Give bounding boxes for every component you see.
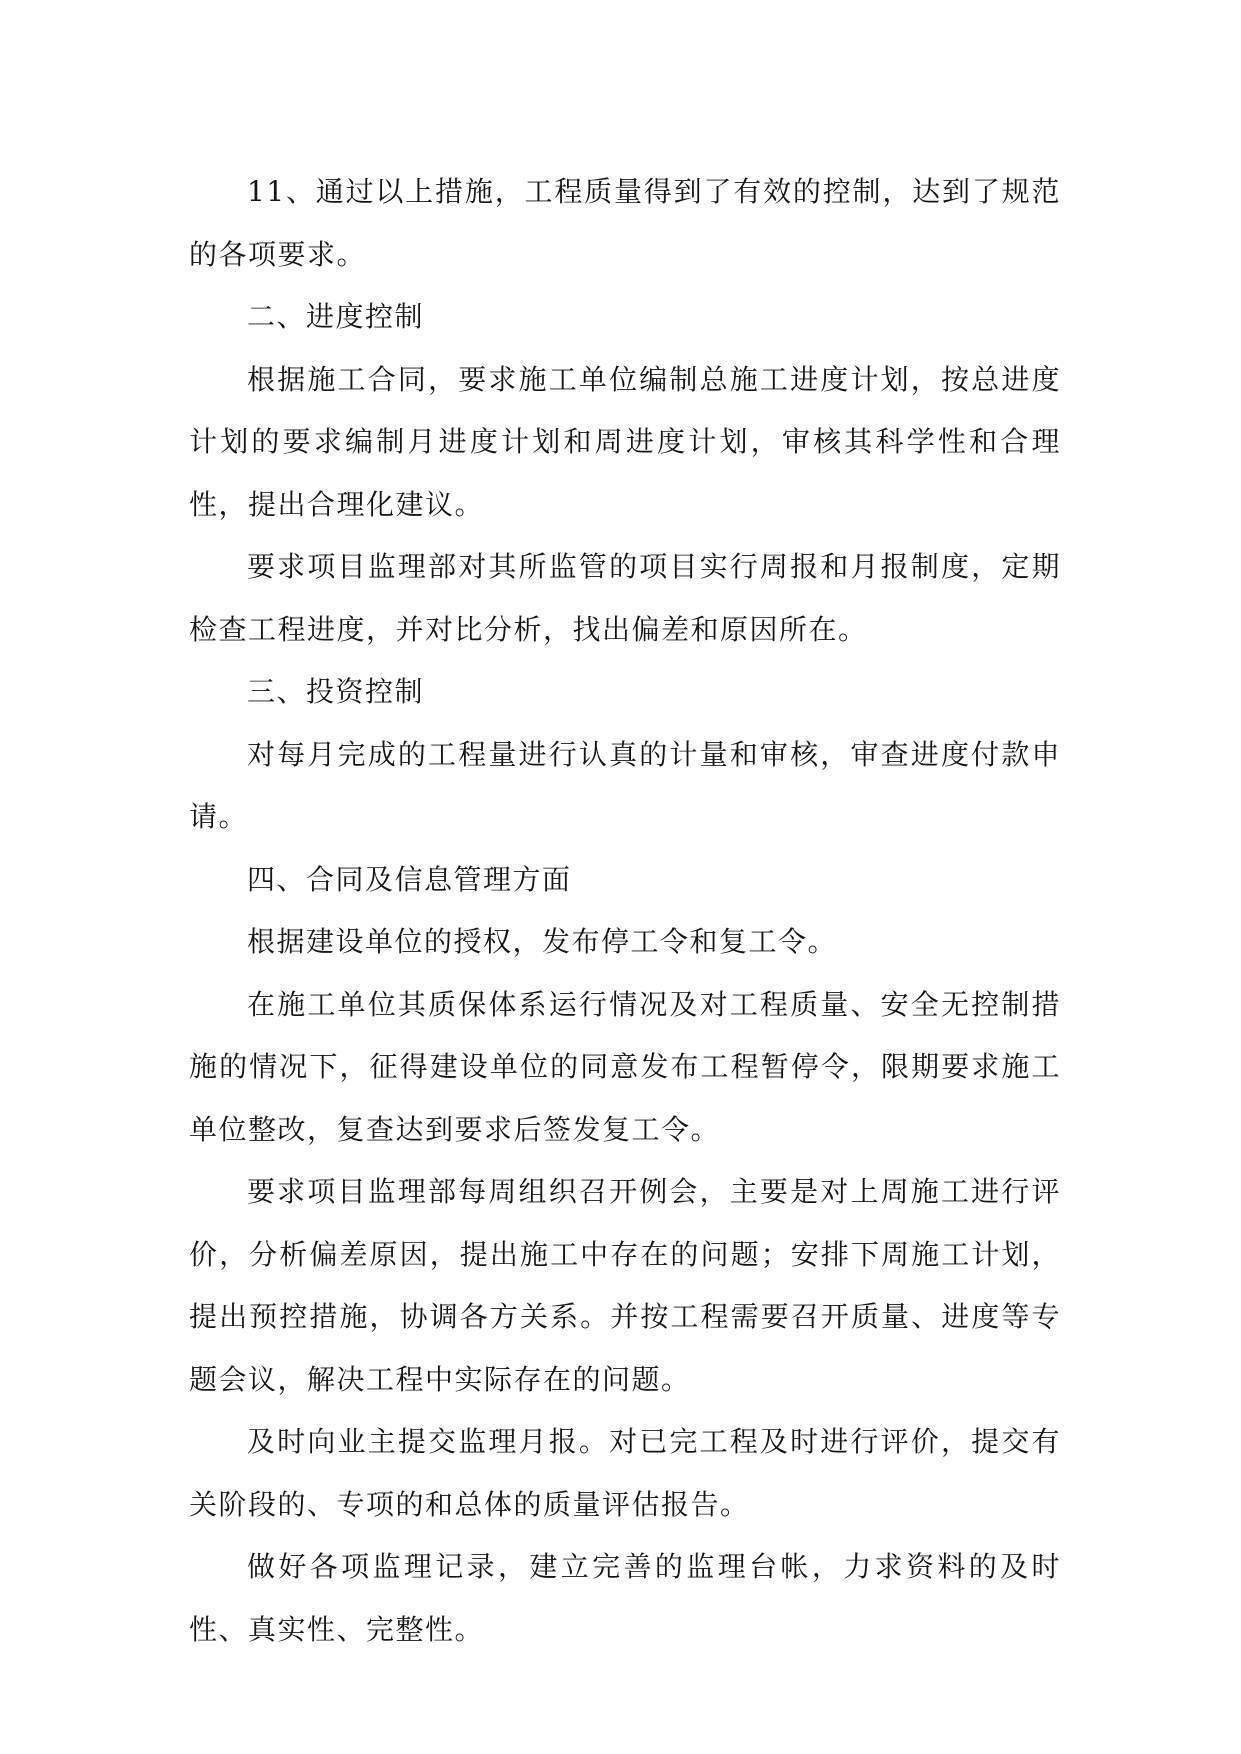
paragraph-progress-report: 要求项目监理部对其所监管的项目实行周报和月报制度，定期检查工程进度，并对比分析，找出偏差和原因所在。 (189, 550, 1061, 646)
paragraph-monthly-report: 及时向业主提交监理月报。对已完工程及时进行评价，提交有关阶段的、专项的和总体的质量评估报告。 (189, 1425, 1061, 1521)
paragraph-investment-measure: 对每月完成的工程量进行认真的计量和审核，审查进度付款申请。 (189, 737, 1061, 833)
paragraph-records: 做好各项监理记录，建立完善的监理台帐，力求资料的及时性、真实性、完整性。 (189, 1550, 1061, 1646)
paragraph-weekly-meeting: 要求项目监理部每周组织召开例会，主要是对上周施工进行评价，分析偏差原因，提出施工中存在的问题；安排下周施工计划，提出预控措施，协调各方关系。并按工程需要召开质量、进度等专题会议，解决工程中实际存在的问题。 (189, 1175, 1061, 1396)
paragraph-progress-plan: 根据施工合同，要求施工单位编制总施工进度计划，按总进度计划的要求编制月进度计划和周进度计划，审核其科学性和合理性，提出合理化建议。 (189, 362, 1061, 521)
paragraph-suspension-order: 在施工单位其质保体系运行情况及对工程质量、安全无控制措施的情况下，征得建设单位的同意发布工程暂停令，限期要求施工单位整改，复查达到要求后签发复工令。 (189, 987, 1061, 1146)
paragraph-quality-result: 11、通过以上措施，工程质量得到了有效的控制，达到了规范的各项要求。 (189, 175, 1061, 271)
heading-progress-control: 二、进度控制 (247, 300, 425, 333)
heading-investment-control: 三、投资控制 (247, 675, 425, 708)
paragraph-stop-resume-orders: 根据建设单位的授权，发布停工令和复工令。 (247, 925, 838, 958)
heading-contract-info-management: 四、合同及信息管理方面 (247, 862, 572, 896)
document-body (189, 161, 1061, 1661)
